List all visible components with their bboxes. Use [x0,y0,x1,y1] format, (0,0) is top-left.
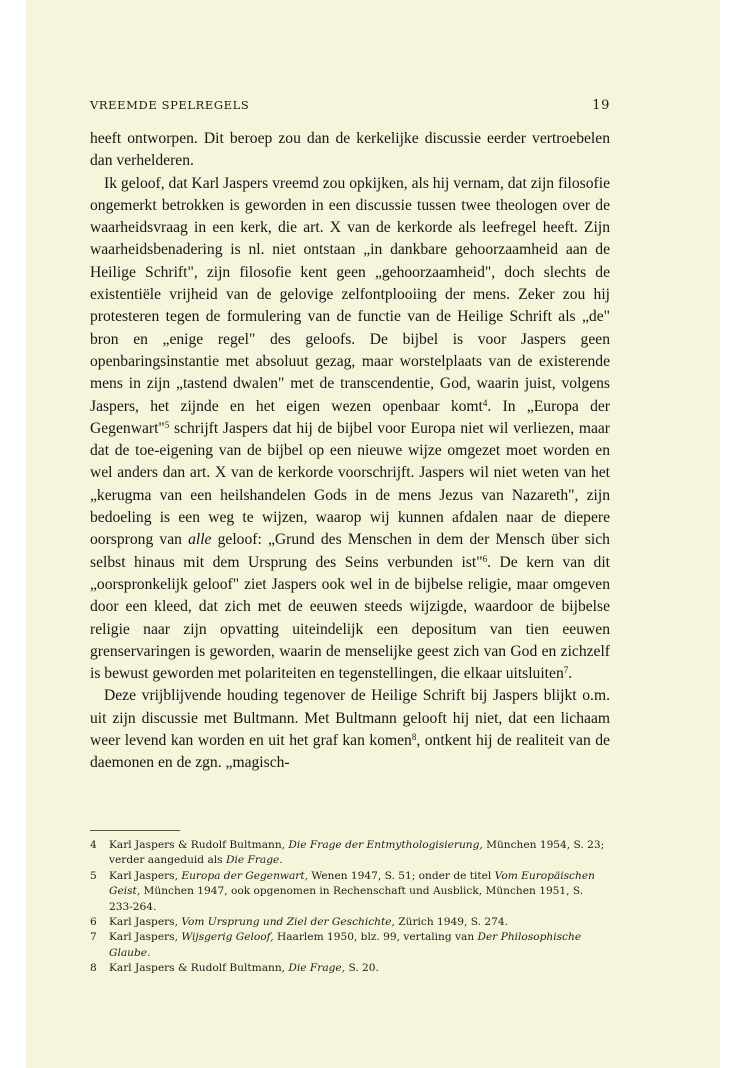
footnote-text: Wenen 1947, S. 51; onder de titel [307,869,495,882]
footnote-text: Haarlem 1950, blz. 99, vertaling van [273,931,478,944]
footnote-ref: 6 [482,553,488,564]
footnote-title: Der Philosophische Glaube. [109,931,582,959]
footnote-number: 6 [90,916,97,929]
page-number: 19 [592,98,610,113]
text-run: geloof: „Grund des Menschen in dem der Mensch über sich selbst hinaus mit dem Ursprung des Seins verbunden ist" [90,531,610,571]
footnote-number: 7 [90,931,97,944]
footnote-number: 4 [90,839,97,851]
running-title: VREEMDE SPELREGELS [90,98,250,112]
footnote-text: Zürich 1949, S. 274. [394,916,508,929]
footnote-title: Die Frage der Entmythologisierung, [288,839,483,851]
footnote [90,838,610,869]
body-text [90,128,610,775]
footnote-number: 8 [90,962,97,975]
footnote-text: Karl Jaspers & Rudolf Bultmann, [109,962,289,975]
text-run: . [568,665,573,683]
footnote-title: Europa der Gegenwart, [181,869,308,882]
text-run: Ik geloof, dat Karl Jaspers vreemd zou opkijken, als hij vernam, dat zijn filosofie ongemerkt betrokken is geworden in een discussie tussen twee theologen over de waarheidsvraag in een kerk, die art. X van de kerkorde als leefregel heeft. Zijn waarheidsbenadering is nl. niet ontstaan „in dankbare gehoorzaamheid aan de Heilige Schrift", zijn filosofie kent geen „gehoorzaamheid", doch slechts de existentiële vrijheid van de gelovige zelfontplooiing der mens. Zeker zou hij protesteren tegen de formulering van de functie van de Heilige Schrift als „de" bron en „enige regel" des geloofs. De bijbel is voor Jaspers geen openbaringsinstantie met absoluut gezag, maar worstelplaats van de existerende mens in zijn „tastend dwalen" met de transcendentie, God, waarin juist, volgens Jaspers, het zijnde en het eigen wezen openbaar komt [90,174,610,415]
paragraph [90,128,610,173]
text-run: , ontkent hij de realiteit van de daemonen en de zgn. „magisch- [90,732,610,772]
footnote-text: S. 20. [345,962,379,975]
footnote-title: Die Frage, [288,962,346,975]
footnote-ref: 8 [411,732,417,743]
footnote-text: München 1947, ook opgenomen in Rechenschaft und Ausblick, München 1951, S. 233-264. [109,885,584,913]
paragraph [90,685,610,774]
text-run: Deze vrijblijvende houding tegenover de Heilige Schrift bij Jaspers blijkt o.m. uit zijn discussie met Bultmann. Met Bultmann gelooft hij niet, dat een lichaam weer levend kan worden en uit het graf kan komen [90,687,610,750]
paragraph [90,173,610,686]
text-run: . De kern van dit „oorspronkelijk geloof" ziet Jaspers ook wel in de bijbelse religie, maar omgeven door een kleed, dat zich met de eeuwen steeds wijzigde, waardoor de bijbelse religie naar zijn opvatting uiteindelijk een depositum van tien eeuwen grenservaringen is geworden, waarin de menselijke geest zich van God en zichzelf is bewust geworden met polariteiten en tegenstellingen, die elkaar uitsluiten [90,553,610,683]
text-run: heeft ontworpen. Dit beroep zou dan de kerkelijke discussie eerder vertroebelen dan verhelderen. [90,130,610,170]
footnote-number: 5 [90,869,97,882]
footnote-title: Die Frage. [225,854,283,867]
footnote-text: Karl Jaspers, [109,916,182,929]
footnote-title: Vom Ursprung und Ziel der Geschichte, [181,916,395,929]
footnote [90,930,610,961]
emphasis: alle [188,531,212,549]
footnote-title: Vom Europäischen Geist, [109,869,595,898]
text-run: schrijft Jaspers dat hij de bijbel voor Europa niet wil verliezen, maar dat de toe-eigening van de bijbel op een nieuwe wijze omgezet moet worden en wel anders dan art. X van de kerkorde voorschrijft. Jaspers wil niet weten van het „kerugma van een heilshandelen Gods in de mens Jezus van Nazareth", zijn bedoeling is een weg te wijzen, waarop wij kunnen afdalen naar de diepere oorsprong van [90,419,610,549]
footnote-text: München 1954, S. 23; verder aangeduid als [109,839,605,867]
footnote-ref: 4 [482,397,488,408]
footnote-ref: 7 [563,665,569,676]
text-run: . In „Europa der Gegenwart" [90,397,610,437]
footnote-text: Karl Jaspers, [109,931,182,944]
footnote-ref: 5 [164,419,170,430]
footnote [90,869,610,915]
footnote [90,915,610,930]
footnote-text: Karl Jaspers & Rudolf Bultmann, [109,839,289,851]
footnote [90,961,610,976]
page-edge [720,0,738,1068]
footnote-rule [90,830,180,831]
footnote-title: Wijsgerig Geloof, [181,931,274,944]
footnotes [90,838,610,977]
footnote-text: Karl Jaspers, [109,869,182,882]
